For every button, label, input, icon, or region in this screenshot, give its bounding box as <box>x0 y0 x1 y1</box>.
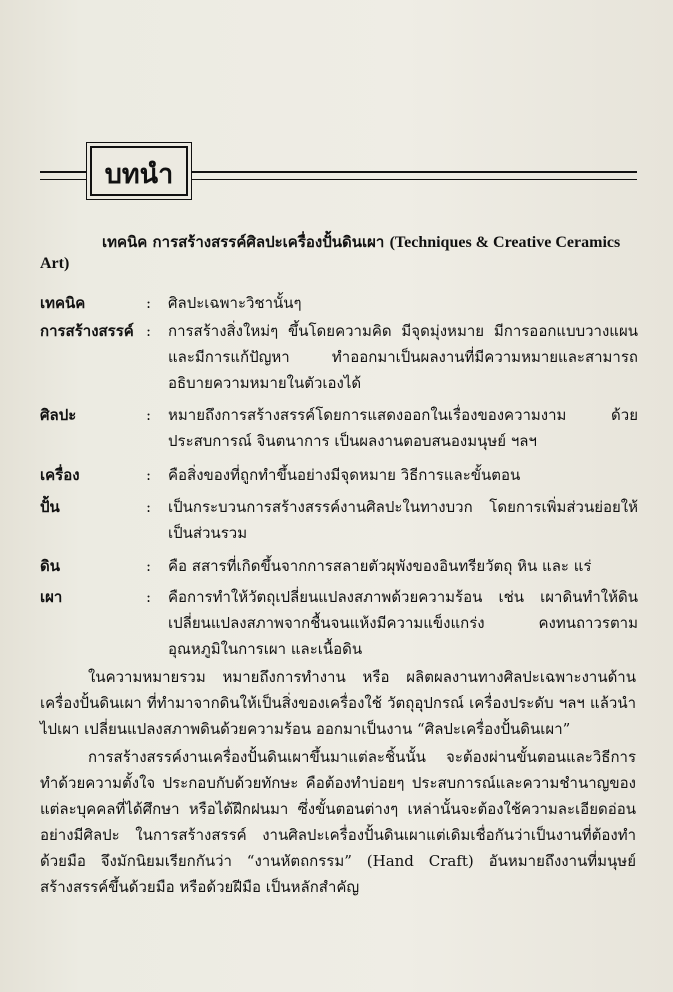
definition-colon: : <box>146 466 152 484</box>
definition-desc: คือการทำให้วัตถุเปลี่ยนแปลงสภาพด้วยความร้อน เช่น เผาดินทำให้ดินเปลี่ยนแปลงสภาพจากชื้นจนแห้งมีความแข็งแกร่ง คงทนถาวรตามอุณหภูมิในการเผา และเนื้อดิน <box>168 588 638 658</box>
definition-desc: การสร้างสิ่งใหม่ๆ ขึ้นโดยความคิด มีจุดมุ่งหมาย มีการออกแบบวางแผน และมีการแก้ปัญหา ทำออกมาเป็นผลงานที่มีความหมายและสามารถอธิบายความหมายในตัวเองได้ <box>168 322 638 392</box>
body-paragraph: ในความหมายรวม หมายถึงการทำงาน หรือ ผลิตผลงานทางศิลปะเฉพาะงานด้านเครื่องปั้นดินเผา ที่ทำมาจากดินให้เป็นสิ่งของเครื่องใช้ วัตถุอุปกรณ์ เครื่องประดับ ฯลฯ แล้วนำไปเผา เปลี่ยนแปลงสภาพดินด้วยความร้อน ออกมาเป็นงาน “ศิลปะเครื่องปั้นดินเผา” <box>40 668 636 738</box>
definition-desc: เป็นกระบวนการสร้างสรรค์งานศิลปะในทางบวก โดยการเพิ่มส่วนย่อยให้เป็นส่วนรวม <box>168 498 638 542</box>
definition-colon: : <box>146 406 152 424</box>
definition-colon: : <box>146 294 152 312</box>
definition-desc: คือสิ่งของที่ถูกทำขึ้นอย่างมีจุดหมาย วิธีการและขั้นตอน <box>168 466 521 484</box>
intro-english: (Techniques & Creative Ceramics Art) <box>40 234 621 272</box>
definition-colon: : <box>146 498 152 516</box>
definition-term: ศิลปะ <box>40 406 77 424</box>
definition-term: เทคนิค <box>40 294 86 312</box>
definition-term: ดิน <box>40 557 60 575</box>
definition-desc: หมายถึงการสร้างสรรค์โดยการแสดงออกในเรื่องของความงาม ด้วยประสบการณ์ จินตนาการ เป็นผลงานตอบสนองมนุษย์ ฯลฯ <box>168 406 638 450</box>
definition-colon: : <box>146 322 152 340</box>
definition-desc: ศิลปะเฉพาะวิชานั้นๆ <box>168 294 302 312</box>
definition-colon: : <box>146 588 152 606</box>
definition-term: เครื่อง <box>40 466 80 484</box>
intro-thai: เทคนิค การสร้างสรรค์ศิลปะเครื่องปั้นดินเผา <box>102 233 385 251</box>
definition-term: เผา <box>40 588 63 606</box>
definition-term: การสร้างสรรค์ <box>40 322 134 340</box>
definition-term: ปั้น <box>40 498 60 516</box>
intro-title <box>40 232 635 274</box>
heading-box <box>90 146 188 196</box>
chapter-heading: บทนำ <box>104 159 174 190</box>
definition-desc: คือ สสารที่เกิดขึ้นจากการสลายตัวผุพังของอินทรียวัตถุ หิน และ แร่ <box>168 557 592 575</box>
definition-colon: : <box>146 557 152 575</box>
body-paragraph: การสร้างสรรค์งานเครื่องปั้นดินเผาขึ้นมาแต่ละชิ้นนั้น จะต้องผ่านขั้นตอนและวิธีการทำด้วยความตั้งใจ ประกอบกับด้วยทักษะ คือต้องทำบ่อยๆ ประสบการณ์และความชำนาญของแต่ละบุคคลที่ได้ศึกษา หรือได้ฝึกฝนมา ซึ่งขั้นตอนต่างๆ เหล่านั้นจะต้องใช้ความละเอียดอ่อนอย่างมีศิลปะ ในการสร้างสรรค์ งานศิลปะเครื่องปั้นดินเผาแต่เดิมเชื่อกันว่าเป็นงานที่ต้องทำด้วยมือ จึงมักนิยมเรียกกันว่า “งานหัตถกรรม” (Hand Craft) อันหมายถึงงานที่มนุษย์สร้างสรรค์ขึ้นด้วยมือ หรือด้วยฝีมือ เป็นหลักสำคัญ <box>40 748 636 896</box>
